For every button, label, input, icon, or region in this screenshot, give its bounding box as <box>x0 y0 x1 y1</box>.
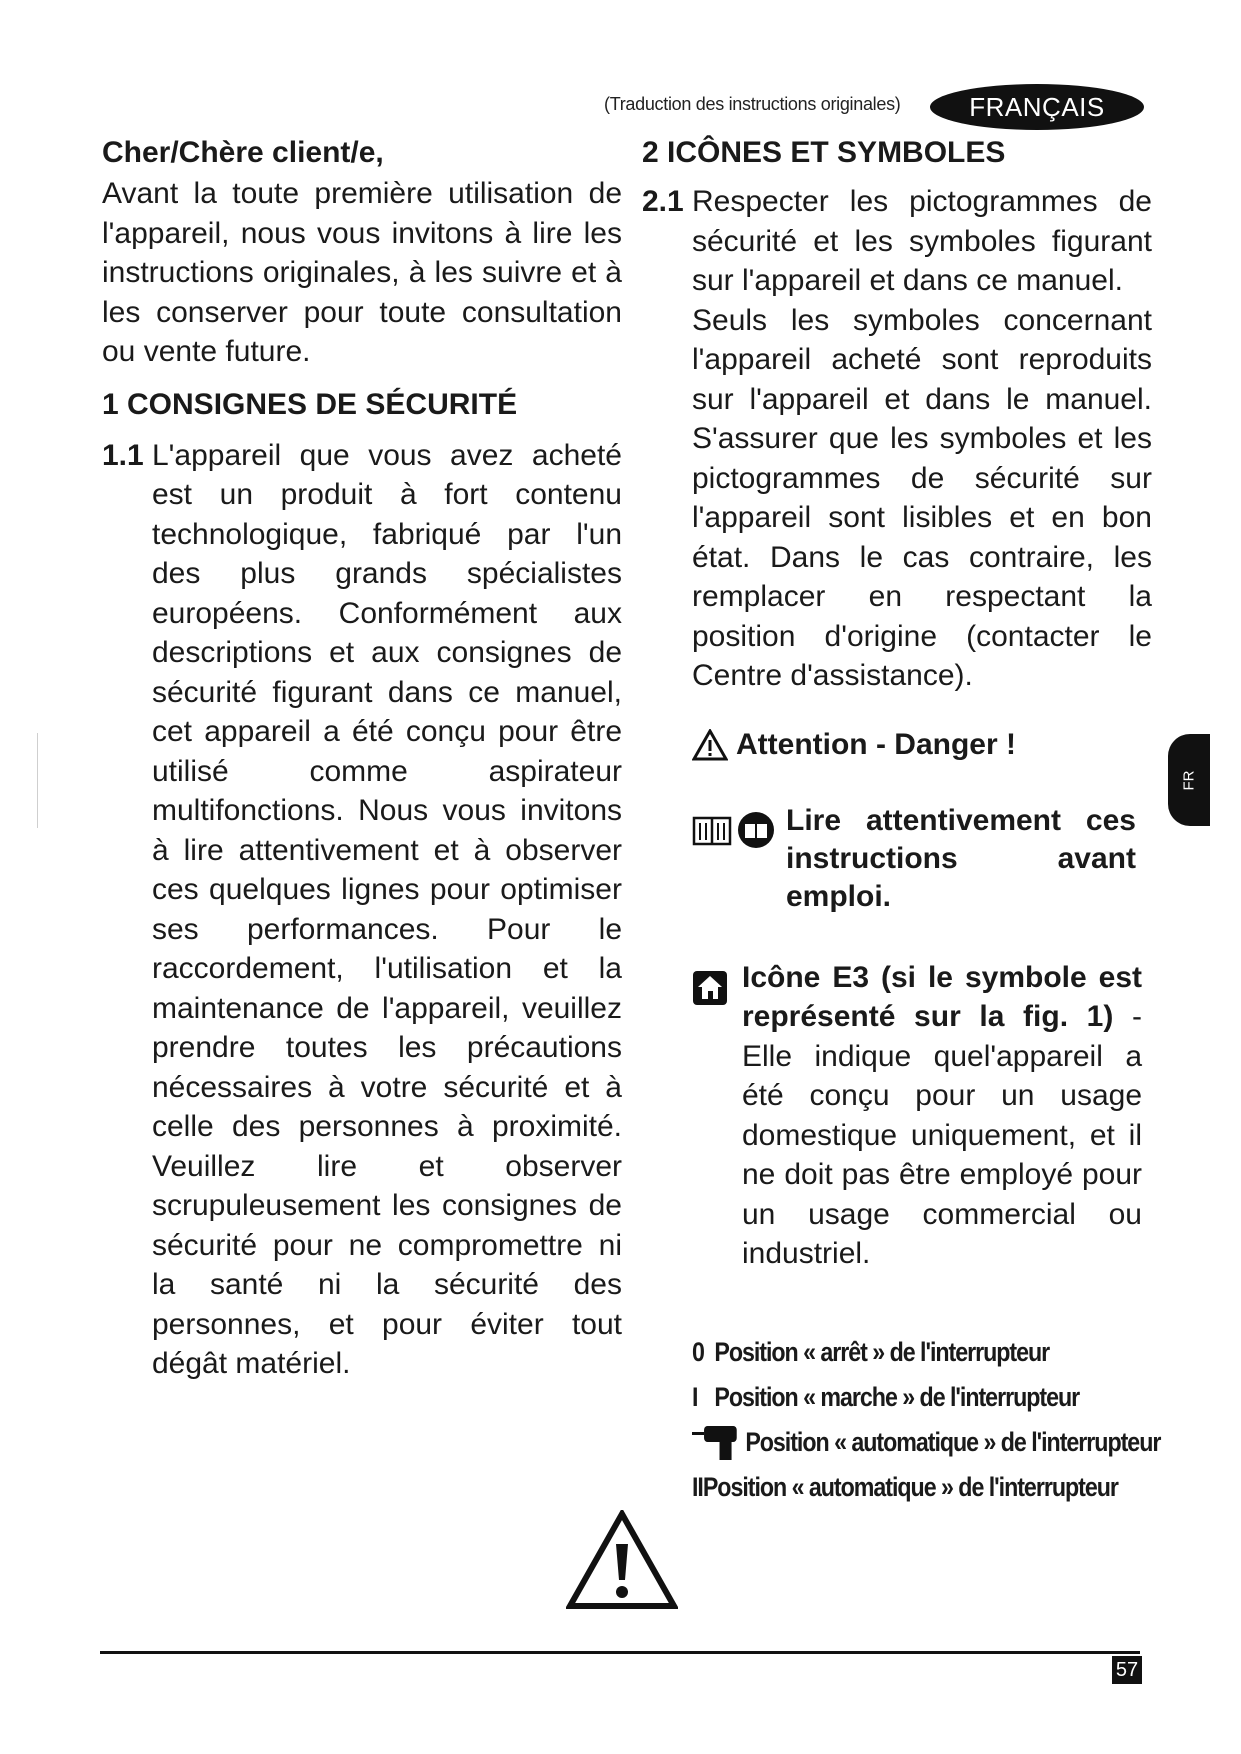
intro-paragraph: Avant la toute première utilisation de l'appareil, nous vous invitons à lire les instructions originales, à les suivre et à les conserver pour toute consultation ou vente future. <box>102 177 622 368</box>
read-instructions-row <box>692 802 1152 916</box>
language-badge: FRANÇAIS <box>930 84 1144 130</box>
item-1-1-number: 1.1 <box>102 438 144 472</box>
page-number: 57 <box>1112 1656 1142 1684</box>
read-instructions-text: Lire attentivement ces instructions avant emploi. <box>786 803 1136 913</box>
right-column <box>642 134 1161 1510</box>
item-2-1-text2: Seuls les symboles concernant l'appareil acheté sont reproduits sur l'appareil et dans le manuel. S'assurer que les symboles et les pictogrammes de sécurité sur l'appareil sont lisibles et en bon état. Dans le cas contraire, les remplacer en respectant la position d'origine (contacter le Centre d'assistance). <box>692 303 1152 692</box>
switch-auto1-label: Position « automatique » de l'interrupteur <box>745 1426 1161 1457</box>
item-2-1-number: 2.1 <box>642 185 684 218</box>
danger-row <box>692 726 1152 764</box>
warning-triangle-icon <box>692 729 728 761</box>
switch-on-symbol: I <box>692 1381 698 1412</box>
home-use-icon <box>692 970 728 1006</box>
danger-label: Attention - Danger ! <box>736 727 1016 761</box>
side-tab-label: FR <box>1180 770 1198 790</box>
switch-on-row <box>692 1375 1088 1420</box>
footer-rule <box>100 1651 1140 1654</box>
margin-line <box>37 733 38 828</box>
manual-book-icon <box>692 812 732 848</box>
switch-auto1-row <box>692 1420 1161 1465</box>
item-2-1 <box>642 182 1152 696</box>
greeting: Cher/Chère client/e, <box>102 136 384 169</box>
switch-off-row <box>692 1330 1088 1375</box>
switch-off-symbol: 0 <box>692 1336 704 1367</box>
switch-off-label: Position « arrêt » de l'interrupteur <box>714 1336 1050 1367</box>
section1-title: 1 CONSIGNES DE SÉCURITÉ <box>102 387 518 421</box>
switch-auto2-label: Position « automatique » de l'interrupteur <box>702 1471 1118 1502</box>
e3-description: - Elle indique quel'appareil a été conçu pour un usage domestique uniquement, et il ne doit pas être employé pour un usage commercial ou industriel. <box>742 1000 1142 1270</box>
large-warning-icon <box>566 1510 678 1610</box>
item-2-1-text: Respecter les pictogrammes de sécurité et les symboles figurant sur l'appareil et dans ce manuel. <box>692 185 1152 297</box>
translation-note: (Traduction des instructions originales) <box>604 94 901 114</box>
switch-on-label: Position « marche » de l'interrupteur <box>714 1381 1080 1412</box>
e3-bold: Icône E3 (si le symbole est représenté sur la fig. 1) <box>742 960 1142 1033</box>
item-1-1 <box>102 436 622 1384</box>
e3-row <box>692 958 1152 1274</box>
switch-auto2-row <box>692 1465 1118 1510</box>
e3-text <box>742 958 1142 1274</box>
switch-auto2-symbol: II <box>692 1471 703 1502</box>
read-manual-icon <box>736 810 776 850</box>
language-side-tab <box>1168 734 1210 826</box>
section2-title: 2 ICÔNES ET SYMBOLES <box>642 136 1006 169</box>
item-1-1-text: L'appareil que vous avez acheté est un produit à fort contenu technologique, fabriqué par l'un des plus grands spécialistes européens. Conformément aux descriptions et aux consignes de sécurité figurant dans ce manuel, cet appareil a été conçu pour être utilisé comme aspirateur multifonctions. Nous vous invitons à lire attentivement et à observer ces quelques lignes pour optimiser ses performances. Pour le raccordement, l'utilisation et la maintenance de l'appareil, veuillez prendre toutes les précautions nécessaires à votre sécurité et à celle des personnes à proximité. Veuillez lire et observer scrupuleusement les consignes de sécurité pour ne compromettre ni la santé ni la sécurité des personnes, et pour éviter tout dégât matériel. <box>152 438 622 1380</box>
left-column <box>102 134 622 1384</box>
switch-list <box>692 1330 1161 1510</box>
drill-icon <box>692 1422 745 1462</box>
